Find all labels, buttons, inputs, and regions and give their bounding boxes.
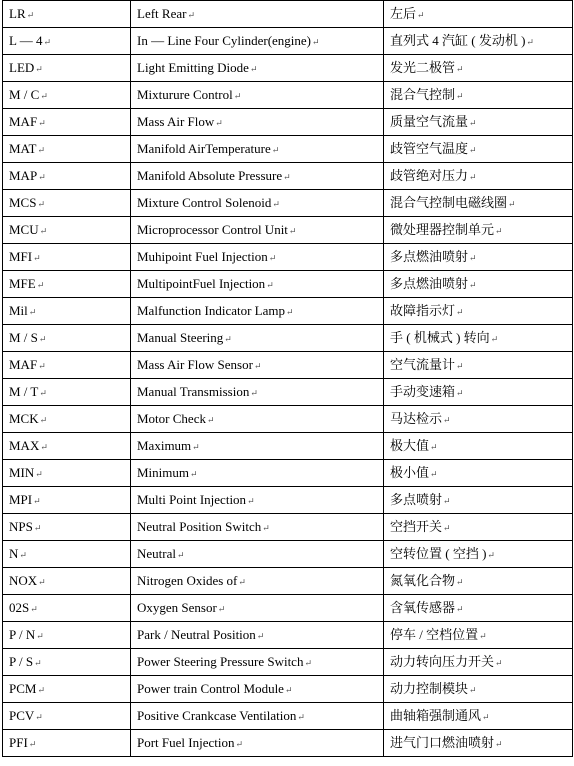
abbreviation-cell	[3, 460, 131, 487]
paragraph-mark-icon: ↵	[38, 117, 46, 128]
chinese-term-cell	[384, 325, 573, 352]
paragraph-mark-icon: ↵	[38, 171, 46, 182]
abbreviation-cell	[3, 541, 131, 568]
paragraph-mark-icon: ↵	[456, 576, 464, 587]
paragraph-mark-icon: ↵	[38, 360, 46, 371]
table-row	[3, 541, 573, 568]
chinese-term-text: 空气流量计	[390, 356, 456, 372]
abbreviation-text: MAF	[9, 113, 38, 129]
paragraph-mark-icon: ↵	[508, 198, 516, 209]
paragraph-mark-icon: ↵	[33, 522, 42, 533]
paragraph-mark-icon: ↵	[250, 387, 258, 398]
paragraph-mark-icon: ↵	[37, 144, 45, 155]
table-row	[3, 28, 573, 55]
paragraph-mark-icon: ↵	[40, 441, 48, 452]
paragraph-mark-icon: ↵	[469, 117, 477, 128]
chinese-term-text: 空挡开关	[390, 518, 443, 534]
table-row	[3, 298, 573, 325]
paragraph-mark-icon: ↵	[430, 441, 438, 452]
chinese-term-text: 歧管绝对压力	[390, 167, 469, 183]
table-row	[3, 244, 573, 271]
paragraph-mark-icon: ↵	[238, 576, 246, 587]
paragraph-mark-icon: ↵	[235, 738, 244, 749]
paragraph-mark-icon: ↵	[38, 576, 46, 587]
abbreviation-cell	[3, 190, 131, 217]
paragraph-mark-icon: ↵	[33, 495, 41, 506]
abbreviation-cell	[3, 487, 131, 514]
paragraph-mark-icon: ↵	[487, 549, 495, 560]
paragraph-mark-icon: ↵	[297, 711, 305, 722]
paragraph-mark-icon: ↵	[490, 333, 499, 344]
table-row	[3, 460, 573, 487]
chinese-term-cell	[384, 217, 573, 244]
english-term-text: Left Rear	[137, 5, 187, 21]
paragraph-mark-icon: ↵	[495, 738, 503, 749]
abbreviation-cell	[3, 649, 131, 676]
table-row	[3, 622, 573, 649]
chinese-term-cell	[384, 622, 573, 649]
abbreviation-text: PFI	[9, 734, 28, 750]
chinese-term-text: 故障指示灯	[390, 302, 456, 318]
abbreviation-cell	[3, 622, 131, 649]
chinese-term-text: 手动变速箱	[390, 383, 456, 399]
english-term-text: Neutral	[137, 545, 176, 561]
paragraph-mark-icon: ↵	[36, 630, 44, 641]
english-term-text: Light Emitting Diode	[137, 59, 249, 75]
paragraph-mark-icon: ↵	[272, 198, 280, 209]
chinese-term-cell	[384, 703, 573, 730]
chinese-term-cell	[384, 244, 573, 271]
english-term-cell	[131, 406, 384, 433]
english-term-text: Port Fuel Injection	[137, 734, 235, 750]
chinese-term-text: 直列式 4 汽缸 ( 发动机 )	[390, 32, 526, 48]
abbreviation-cell	[3, 217, 131, 244]
chinese-term-cell	[384, 730, 573, 757]
chinese-term-cell	[384, 595, 573, 622]
abbreviation-cell	[3, 325, 131, 352]
english-term-cell	[131, 541, 384, 568]
english-term-text: Malfunction Indicator Lamp	[137, 302, 286, 318]
abbreviation-cell	[3, 514, 131, 541]
english-term-cell	[131, 190, 384, 217]
english-term-cell	[131, 244, 384, 271]
abbreviation-cell	[3, 298, 131, 325]
abbreviation-cell	[3, 244, 131, 271]
abbreviation-text: MAX	[9, 437, 40, 453]
abbreviation-cell	[3, 82, 131, 109]
english-term-text: Mixture Control Solenoid	[137, 194, 272, 210]
paragraph-mark-icon: ↵	[443, 414, 451, 425]
paragraph-mark-icon: ↵	[469, 171, 477, 182]
paragraph-mark-icon: ↵	[288, 225, 297, 236]
chinese-term-cell	[384, 460, 573, 487]
paragraph-mark-icon: ↵	[39, 387, 47, 398]
paragraph-mark-icon: ↵	[304, 657, 312, 668]
abbreviation-text: LED	[9, 59, 35, 75]
table-row	[3, 136, 573, 163]
chinese-term-text: 氮氧化合物	[390, 572, 456, 588]
paragraph-mark-icon: ↵	[266, 279, 274, 290]
table-row	[3, 109, 573, 136]
table-row	[3, 1, 573, 28]
chinese-term-cell	[384, 379, 573, 406]
table-row	[3, 82, 573, 109]
english-term-text: Minimum	[137, 464, 190, 480]
english-term-cell	[131, 298, 384, 325]
english-term-cell	[131, 325, 384, 352]
english-term-text: Neutral Position Switch	[137, 518, 262, 534]
paragraph-mark-icon: ↵	[456, 360, 464, 371]
abbreviation-text: LR	[9, 5, 26, 21]
english-term-cell	[131, 676, 384, 703]
paragraph-mark-icon: ↵	[176, 549, 185, 560]
chinese-term-cell	[384, 406, 573, 433]
english-term-cell	[131, 622, 384, 649]
paragraph-mark-icon: ↵	[28, 306, 37, 317]
abbreviation-text: MCK	[9, 410, 39, 426]
chinese-term-cell	[384, 271, 573, 298]
paragraph-mark-icon: ↵	[43, 36, 52, 47]
abbreviation-cell	[3, 406, 131, 433]
english-term-text: Manual Steering	[137, 329, 224, 345]
chinese-term-text: 进气门口燃油喷射	[390, 734, 495, 750]
paragraph-mark-icon: ↵	[469, 252, 477, 263]
english-term-cell	[131, 568, 384, 595]
abbreviation-cell	[3, 595, 131, 622]
paragraph-mark-icon: ↵	[417, 9, 425, 20]
table-row	[3, 730, 573, 757]
chinese-term-cell	[384, 1, 573, 28]
paragraph-mark-icon: ↵	[39, 225, 48, 236]
paragraph-mark-icon: ↵	[469, 684, 477, 695]
chinese-term-cell	[384, 352, 573, 379]
english-term-text: In — Line Four Cylinder(engine)	[137, 32, 312, 48]
chinese-term-cell	[384, 82, 573, 109]
abbreviation-cell	[3, 676, 131, 703]
paragraph-mark-icon: ↵	[187, 9, 195, 20]
abbreviation-text: MAT	[9, 140, 37, 156]
english-term-text: Power train Control Module	[137, 680, 284, 696]
chinese-term-text: 空转位置 ( 空挡 )	[390, 545, 487, 561]
chinese-term-cell	[384, 136, 573, 163]
chinese-term-text: 极大值	[390, 437, 430, 453]
table-row	[3, 649, 573, 676]
abbreviation-cell	[3, 568, 131, 595]
english-term-cell	[131, 352, 384, 379]
english-term-cell	[131, 217, 384, 244]
paragraph-mark-icon: ↵	[217, 603, 226, 614]
english-term-cell	[131, 514, 384, 541]
english-term-cell	[131, 163, 384, 190]
abbreviation-cell	[3, 55, 131, 82]
abbreviation-cell	[3, 271, 131, 298]
english-term-cell	[131, 595, 384, 622]
paragraph-mark-icon: ↵	[469, 279, 477, 290]
table-row	[3, 676, 573, 703]
paragraph-mark-icon: ↵	[247, 495, 255, 506]
english-term-text: Maximum	[137, 437, 192, 453]
paragraph-mark-icon: ↵	[37, 198, 46, 209]
paragraph-mark-icon: ↵	[37, 684, 46, 695]
chinese-term-text: 曲轴箱强制通风	[390, 707, 482, 723]
paragraph-mark-icon: ↵	[39, 414, 48, 425]
abbreviation-text: N	[9, 545, 19, 561]
abbreviation-cell	[3, 379, 131, 406]
english-term-text: Nitrogen Oxides of	[137, 572, 238, 588]
table-row	[3, 55, 573, 82]
chinese-term-cell	[384, 541, 573, 568]
chinese-term-text: 停车 / 空档位置	[390, 626, 479, 642]
paragraph-mark-icon: ↵	[469, 144, 477, 155]
paragraph-mark-icon: ↵	[40, 90, 48, 101]
abbreviation-text: MFI	[9, 248, 33, 264]
abbreviation-cell	[3, 28, 131, 55]
paragraph-mark-icon: ↵	[190, 468, 198, 479]
paragraph-mark-icon: ↵	[35, 468, 43, 479]
english-term-text: MultipointFuel Injection	[137, 275, 266, 291]
english-term-cell	[131, 136, 384, 163]
table-row	[3, 190, 573, 217]
abbreviation-cell	[3, 136, 131, 163]
paragraph-mark-icon: ↵	[456, 306, 464, 317]
abbreviation-text: MCU	[9, 221, 39, 237]
paragraph-mark-icon: ↵	[284, 684, 293, 695]
paragraph-mark-icon: ↵	[249, 63, 258, 74]
english-term-cell	[131, 55, 384, 82]
paragraph-mark-icon: ↵	[33, 252, 41, 263]
english-term-cell	[131, 433, 384, 460]
table-row	[3, 379, 573, 406]
paragraph-mark-icon: ↵	[262, 522, 270, 533]
abbreviation-cell	[3, 163, 131, 190]
table-row	[3, 325, 573, 352]
chinese-term-cell	[384, 676, 573, 703]
table-row	[3, 352, 573, 379]
table-row	[3, 433, 573, 460]
chinese-term-cell	[384, 109, 573, 136]
abbreviation-text: MIN	[9, 464, 35, 480]
paragraph-mark-icon: ↵	[233, 90, 242, 101]
english-term-text: Motor Check	[137, 410, 206, 426]
paragraph-mark-icon: ↵	[495, 225, 503, 236]
chinese-term-text: 质量空气流量	[390, 113, 469, 129]
table-row	[3, 487, 573, 514]
paragraph-mark-icon: ↵	[271, 144, 280, 155]
paragraph-mark-icon: ↵	[443, 495, 451, 506]
chinese-term-text: 多点燃油喷射	[390, 275, 469, 291]
chinese-term-text: 混合气控制电磁线圈	[390, 194, 508, 210]
paragraph-mark-icon: ↵	[36, 279, 45, 290]
paragraph-mark-icon: ↵	[456, 387, 464, 398]
chinese-term-text: 极小值	[390, 464, 430, 480]
paragraph-mark-icon: ↵	[192, 441, 200, 452]
chinese-term-cell	[384, 55, 573, 82]
paragraph-mark-icon: ↵	[456, 90, 464, 101]
paragraph-mark-icon: ↵	[268, 252, 277, 263]
chinese-term-text: 动力转向压力开关	[390, 653, 495, 669]
glossary-table-body	[3, 1, 573, 757]
paragraph-mark-icon: ↵	[28, 738, 37, 749]
abbreviation-glossary-table	[2, 0, 573, 757]
english-term-text: Mass Air Flow Sensor	[137, 356, 253, 372]
chinese-term-text: 马达检示	[390, 410, 443, 426]
paragraph-mark-icon: ↵	[495, 657, 503, 668]
chinese-term-cell	[384, 298, 573, 325]
abbreviation-text: MPI	[9, 491, 33, 507]
paragraph-mark-icon: ↵	[479, 630, 487, 641]
english-term-cell	[131, 460, 384, 487]
chinese-term-cell	[384, 433, 573, 460]
table-row	[3, 163, 573, 190]
paragraph-mark-icon: ↵	[35, 63, 43, 74]
english-term-text: Manual Transmission	[137, 383, 250, 399]
abbreviation-cell	[3, 352, 131, 379]
abbreviation-cell	[3, 433, 131, 460]
paragraph-mark-icon: ↵	[430, 468, 438, 479]
paragraph-mark-icon: ↵	[224, 333, 232, 344]
abbreviation-text: M / T	[9, 383, 39, 399]
chinese-term-text: 混合气控制	[390, 86, 456, 102]
chinese-term-cell	[384, 163, 573, 190]
english-term-text: Power Steering Pressure Switch	[137, 653, 304, 669]
paragraph-mark-icon: ↵	[256, 630, 265, 641]
chinese-term-text: 含氧传感器	[390, 599, 456, 615]
paragraph-mark-icon: ↵	[35, 711, 43, 722]
chinese-term-text: 左后	[390, 5, 417, 21]
paragraph-mark-icon: ↵	[286, 306, 294, 317]
abbreviation-text: M / C	[9, 86, 40, 102]
abbreviation-text: 02S	[9, 599, 30, 615]
abbreviation-text: PCM	[9, 680, 37, 696]
abbreviation-cell	[3, 1, 131, 28]
english-term-cell	[131, 649, 384, 676]
abbreviation-text: MAF	[9, 356, 38, 372]
abbreviation-cell	[3, 109, 131, 136]
english-term-text: Park / Neutral Position	[137, 626, 256, 642]
table-row	[3, 703, 573, 730]
english-term-cell	[131, 703, 384, 730]
abbreviation-text: PCV	[9, 707, 35, 723]
english-term-cell	[131, 109, 384, 136]
paragraph-mark-icon: ↵	[253, 360, 262, 371]
english-term-text: Mass Air Flow	[137, 113, 215, 129]
english-term-cell	[131, 379, 384, 406]
table-row	[3, 568, 573, 595]
paragraph-mark-icon: ↵	[34, 657, 42, 668]
chinese-term-cell	[384, 190, 573, 217]
abbreviation-text: Mil	[9, 302, 28, 318]
paragraph-mark-icon: ↵	[443, 522, 451, 533]
abbreviation-text: M / S	[9, 329, 38, 345]
english-term-text: Mixturure Control	[137, 86, 233, 102]
table-row	[3, 595, 573, 622]
paragraph-mark-icon: ↵	[206, 414, 215, 425]
abbreviation-cell	[3, 730, 131, 757]
paragraph-mark-icon: ↵	[26, 9, 35, 20]
abbreviation-text: NOX	[9, 572, 38, 588]
table-row	[3, 271, 573, 298]
paragraph-mark-icon: ↵	[312, 36, 320, 47]
paragraph-mark-icon: ↵	[38, 333, 47, 344]
english-term-cell	[131, 487, 384, 514]
chinese-term-text: 动力控制模块	[390, 680, 469, 696]
table-row	[3, 217, 573, 244]
chinese-term-cell	[384, 514, 573, 541]
chinese-term-cell	[384, 487, 573, 514]
paragraph-mark-icon: ↵	[19, 549, 27, 560]
paragraph-mark-icon: ↵	[283, 171, 291, 182]
chinese-term-cell	[384, 649, 573, 676]
english-term-cell	[131, 1, 384, 28]
chinese-term-cell	[384, 568, 573, 595]
english-term-text: Multi Point Injection	[137, 491, 247, 507]
english-term-text: Positive Crankcase Ventilation	[137, 707, 297, 723]
glossary-table-wrapper	[2, 0, 572, 757]
chinese-term-text: 多点喷射	[390, 491, 443, 507]
english-term-cell	[131, 28, 384, 55]
paragraph-mark-icon: ↵	[482, 711, 490, 722]
chinese-term-cell	[384, 28, 573, 55]
paragraph-mark-icon: ↵	[30, 603, 38, 614]
abbreviation-text: MAP	[9, 167, 38, 183]
abbreviation-text: MFE	[9, 275, 36, 291]
chinese-term-text: 发光二极管	[390, 59, 456, 75]
english-term-text: Oxygen Sensor	[137, 599, 217, 615]
english-term-text: Microprocessor Control Unit	[137, 221, 288, 237]
abbreviation-text: L — 4	[9, 32, 43, 48]
english-term-text: Manifold AirTemperature	[137, 140, 271, 156]
english-term-text: Manifold Absolute Pressure	[137, 167, 283, 183]
abbreviation-cell	[3, 703, 131, 730]
english-term-cell	[131, 271, 384, 298]
abbreviation-text: P / N	[9, 626, 36, 642]
abbreviation-text: NPS	[9, 518, 33, 534]
english-term-text: Muhipoint Fuel Injection	[137, 248, 268, 264]
chinese-term-text: 微处理器控制单元	[390, 221, 495, 237]
paragraph-mark-icon: ↵	[526, 36, 534, 47]
abbreviation-text: P / S	[9, 653, 34, 669]
table-row	[3, 514, 573, 541]
chinese-term-text: 多点燃油喷射	[390, 248, 469, 264]
paragraph-mark-icon: ↵	[456, 63, 464, 74]
english-term-cell	[131, 730, 384, 757]
english-term-cell	[131, 82, 384, 109]
table-row	[3, 406, 573, 433]
chinese-term-text: 手 ( 机械式 ) 转向	[390, 329, 490, 345]
paragraph-mark-icon: ↵	[215, 117, 223, 128]
abbreviation-text: MCS	[9, 194, 37, 210]
chinese-term-text: 歧管空气温度	[390, 140, 469, 156]
paragraph-mark-icon: ↵	[456, 603, 464, 614]
